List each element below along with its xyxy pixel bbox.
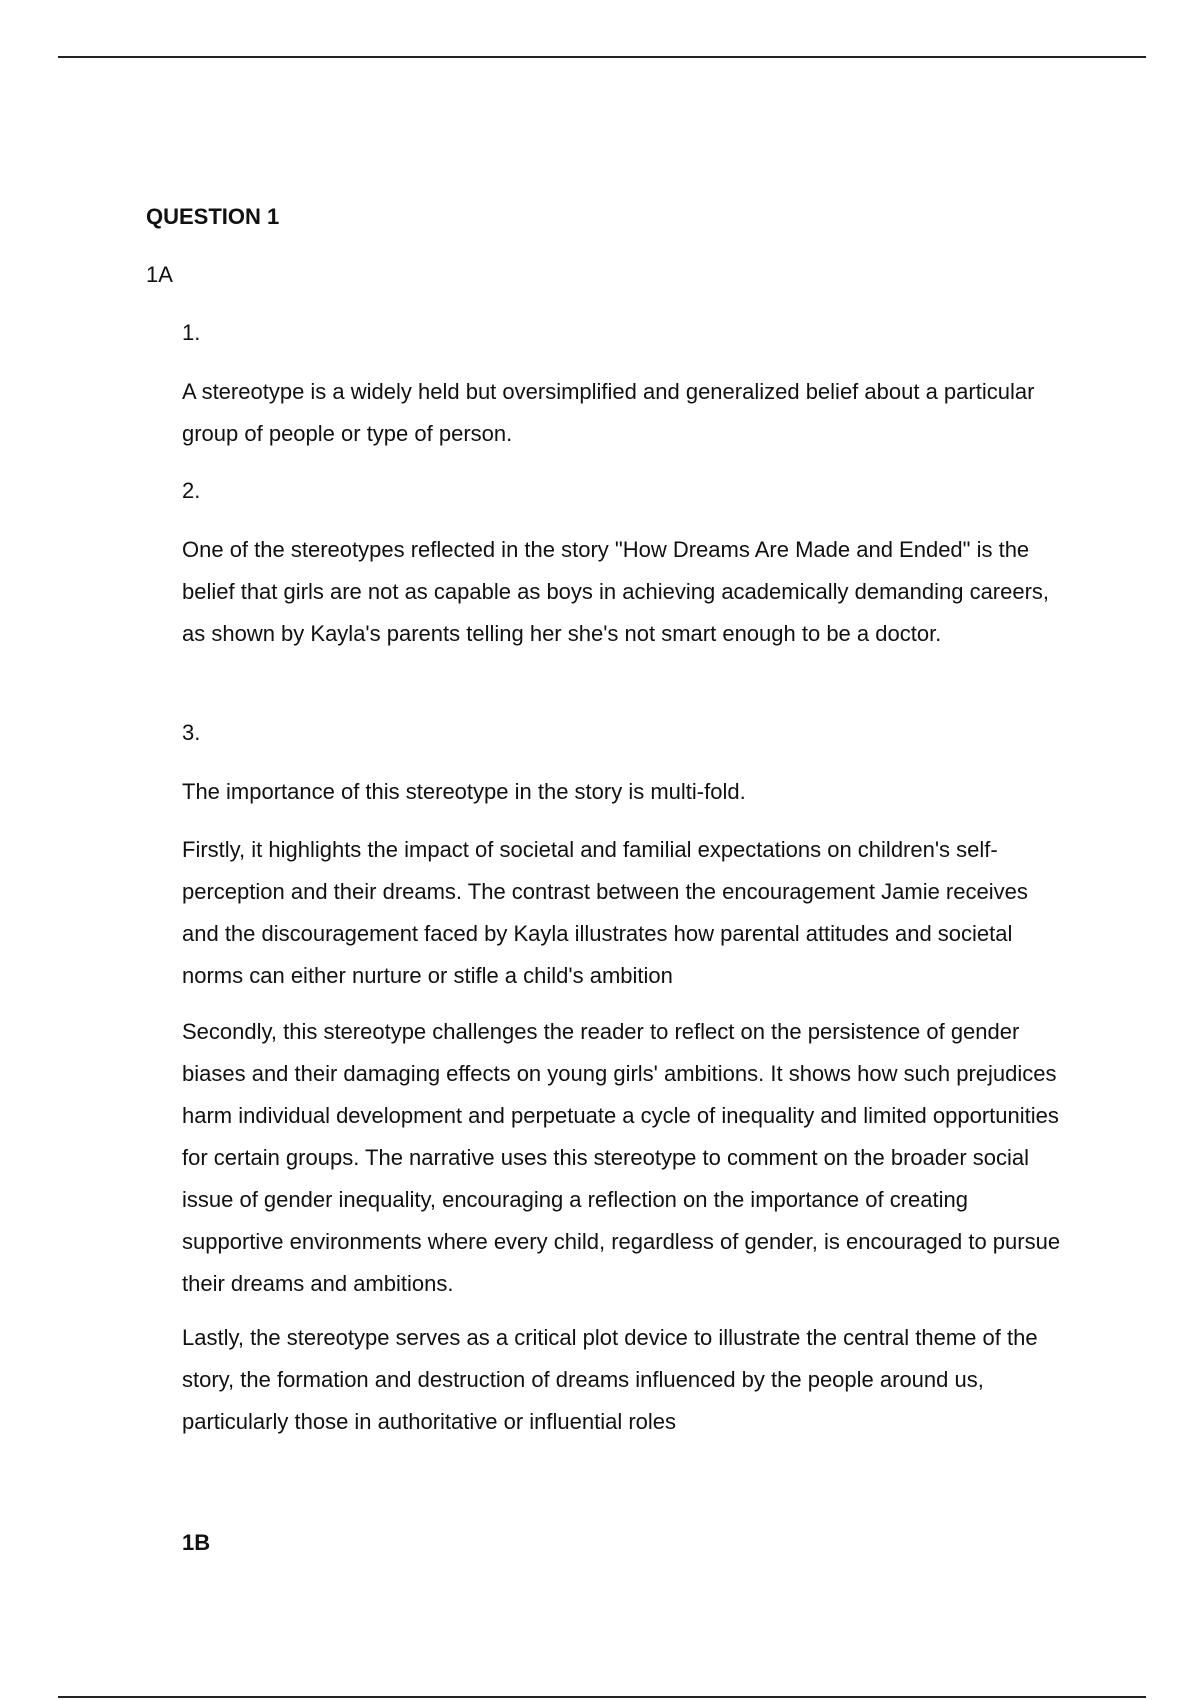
section-label-1a: 1A [146,262,173,287]
item-1-number-block [182,320,1062,346]
item-3-lastly [182,1317,1062,1443]
item-2-body [182,529,1062,655]
item-3-secondly [182,1011,1062,1305]
item-number: 2. [182,478,201,503]
paragraph: Firstly, it highlights the impact of societal and familial expectations on children's self-perception and their dreams. The contrast between the encouragement Jamie receives and the discouragement faced by Kayla illustrates how parental attitudes and societal norms can either nurture or stifle a child's ambition [182,837,1028,988]
item-number: 1. [182,320,201,345]
item-number: 3. [182,720,201,745]
paragraph: Lastly, the stereotype serves as a critical plot device to illustrate the central theme of the story, the formation and destruction of dreams influenced by the people around us, particularly those in authoritative or influential roles [182,1325,1038,1434]
bottom-rule [58,1696,1146,1698]
item-3-number-block [182,720,1062,746]
section-1b-block [182,1530,1062,1556]
item-3-intro [182,771,1062,813]
question-title: QUESTION 1 [146,204,280,229]
item-1-body [182,371,1062,455]
paragraph: A stereotype is a widely held but oversimplified and generalized belief about a particular group of people or type of person. [182,379,1035,446]
item-2-number-block [182,478,1062,504]
paragraph: One of the stereotypes reflected in the story "How Dreams Are Made and Ended" is the belief that girls are not as capable as boys in achieving academically demanding careers, as shown by Kayla's parents telling her she's not smart enough to be a doctor. [182,537,1050,646]
top-rule [58,56,1146,58]
paragraph: The importance of this stereotype in the story is multi-fold. [182,779,746,804]
item-3-firstly [182,829,1062,997]
paragraph: Secondly, this stereotype challenges the reader to reflect on the persistence of gender biases and their damaging effects on young girls' ambitions. It shows how such prejudices harm individual development and perpetuate a cycle of inequality and limited opportunities for certain groups. The narrative uses this stereotype to comment on the broader social issue of gender inequality, encouraging a reflection on the importance of creating supportive environments where every child, regardless of gender, is encouraged to pursue their dreams and ambitions. [182,1019,1061,1296]
section-heading-1b: 1B [182,1530,211,1555]
